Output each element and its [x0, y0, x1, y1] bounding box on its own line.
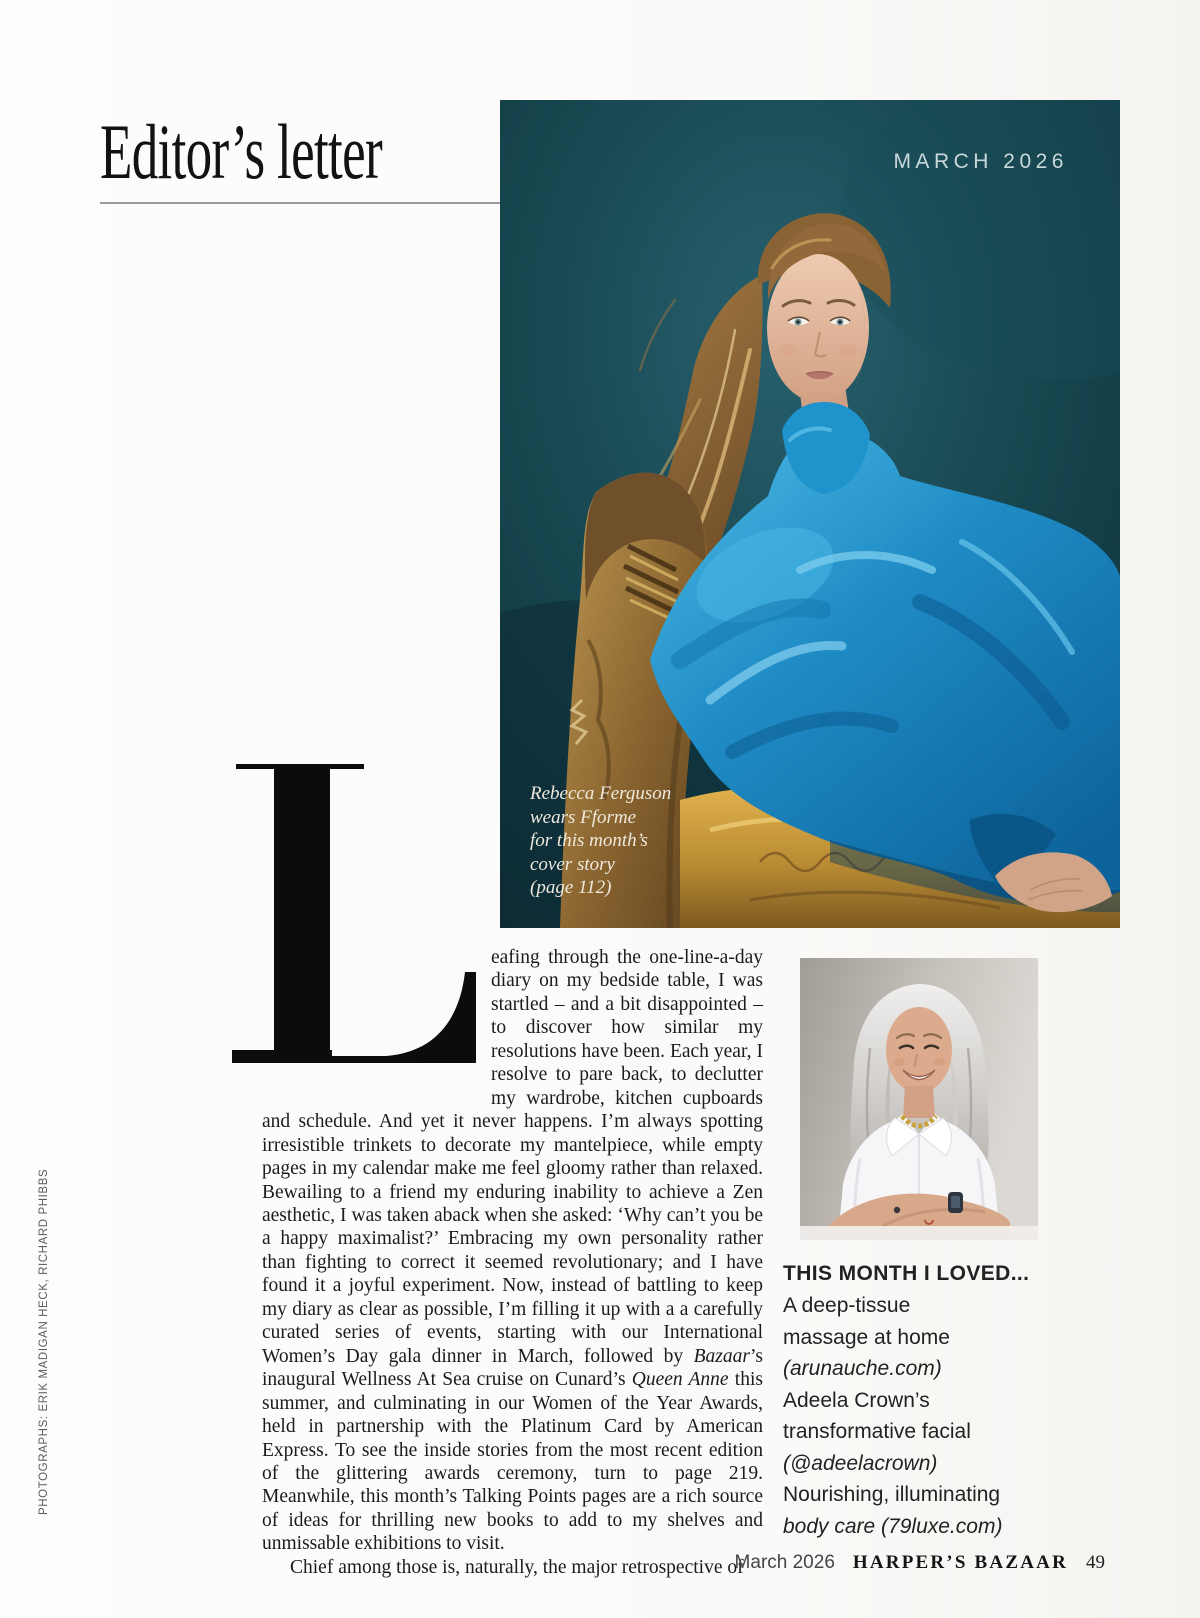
text-line: (arunauche.com) [783, 1357, 942, 1380]
letter-paragraph-2: Chief among those is, naturally, the major retrospective of [290, 1556, 744, 1578]
text-line: A deep-tissue [783, 1294, 911, 1317]
issue-label: MARCH 2026 [893, 150, 1068, 173]
drop-cap-spacer [262, 946, 491, 1087]
page-footer [735, 1552, 1105, 1574]
photo-credits-vertical: PHOTOGRAPHS: ERIK MADIGAN HECK, RICHARD PHIBBS [38, 1168, 50, 1515]
title-underline-rule [100, 202, 500, 204]
cover-photo-caption [530, 782, 671, 900]
footer-magazine-name: HARPER’S BAZAAR [852, 1552, 1068, 1573]
text-line: Rebecca Ferguson [530, 783, 672, 804]
sidebar-heading: THIS MONTH I LOVED... [783, 1262, 1030, 1285]
text-line: (page 112) [530, 877, 612, 898]
text-line: wears Fforme [530, 806, 637, 828]
this-month-i-loved [783, 1258, 1045, 1542]
neck [903, 1086, 935, 1118]
text-line: transformative facial [783, 1420, 971, 1443]
text-line: massage at home [783, 1325, 950, 1349]
page-title-text: Editor’s letter [100, 108, 382, 195]
text-line: Adeela Crown’s [783, 1388, 930, 1412]
text-line: (@adeelacrown) [783, 1451, 938, 1475]
sidebar-portrait-photo [800, 958, 1038, 1240]
sidebar-list [783, 1290, 1045, 1542]
page-title [100, 104, 500, 200]
text-line: body care (79luxe.com) [783, 1514, 1003, 1538]
text-line: cover story [530, 853, 615, 875]
text-line: for this month’s [530, 830, 648, 851]
sidebar-face [886, 1007, 952, 1093]
cover-photo [500, 100, 1120, 928]
sidebar-portrait-illustration [800, 958, 1038, 1240]
text-line: Nourishing, illuminating [783, 1483, 1001, 1506]
editor-letter-body [262, 946, 763, 1579]
footer-issue: March 2026 [734, 1552, 835, 1573]
letter-paragraph-1: eafing through the one-line-a-day diary on my bedside table, I was startled – and a bit disappointed – to discover how similar my resolutions have been. Each year, I resolve to pare back, to declutter my wardrobe, kitchen cupboards and schedule. And yet it never happens. I’m always spotting irresistible trinkets to decorate my mantelpiece, while empty pages in my calendar make me feel gloomy rather than relaxed. Bewailing to a friend my enduring inability to achieve a Zen aesthetic, I was taken aback when she asked: ‘Why can’t you be a happy maximalist?’ Embracing my own personality rather than fighting to correct it seemed revolutionary; and I have found it a joyful experiment. Now, instead of battling to keep my diary as clear as possible, I’m filling it up with a a carefully curated series of events, starting with our International Women’s Day gala dinner in March, followed by Bazaar’s inaugural Wellness At Sea cruise on Cunard’s Queen Anne this summer, and culminating in our Women of the Year Awards, held in partnership with the Platinum Card by American Express. To see the inside stories from the most recent edition of the glittering awards ceremony, turn to page 219. Meanwhile, this month’s Talking Points pages are a rich source of ideas for thrilling new books to add to my shelves and unmissable exhibitions to visit. [262, 947, 763, 1555]
footer-page-number: 49 [1086, 1552, 1105, 1573]
